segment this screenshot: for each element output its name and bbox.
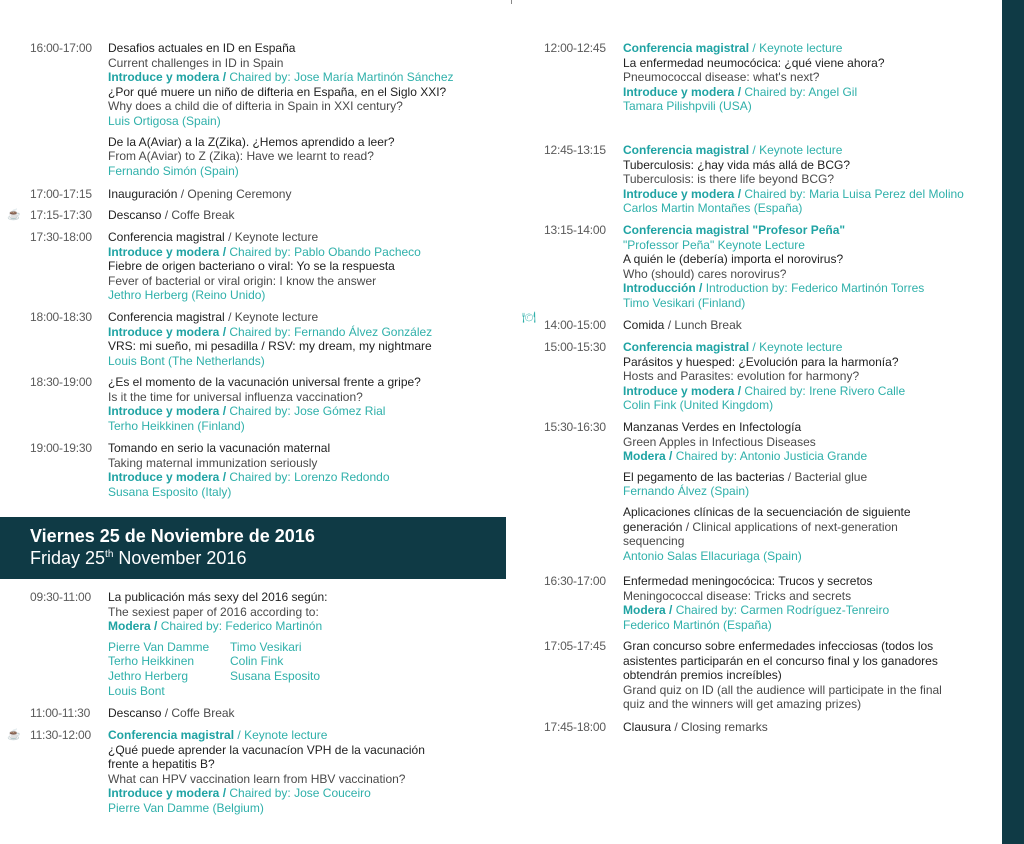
talk-title: Gran concurso sobre enfermedades infecciosas (todos los	[623, 639, 934, 653]
session-title: Conferencia magistral / Keynote lecture	[108, 230, 319, 244]
talk-title: Fiebre de origen bacteriano o viral: Yo se la respuesta	[108, 259, 395, 274]
chair-line: Modera / Chaired by: Antonio Justicia Grande	[623, 449, 868, 464]
speaker: Carlos Martin Montañes (España)	[623, 201, 803, 216]
talk-title: Aplicaciones clínicas de la secuenciación de siguiente	[623, 504, 911, 519]
session-time: 12:45-13:15	[544, 143, 606, 157]
talk-title: De la A(Aviar) a la Z(Zika). ¿Hemos aprendido a leer?	[108, 134, 395, 149]
talk-title: ¿Qué puede aprender la vacunacíon VPH de la vacunación	[108, 742, 425, 757]
talk-title: El pegamento de las bacterias / Bacterial glue	[623, 469, 868, 484]
session-title: Conferencia magistral / Keynote lecture	[108, 310, 319, 324]
talk-title-en: Is it the time for universal influenza vaccination?	[108, 389, 363, 404]
session-time: 11:00-11:30	[30, 706, 91, 720]
talk-title-en: What can HPV vaccination learn from HBV vaccination?	[108, 771, 406, 786]
speaker: Pierre Van Damme (Belgium)	[108, 800, 264, 815]
session-title: Conferencia magistral / Keynote lecture	[623, 41, 843, 55]
speaker: Tamara Pilishpvili (USA)	[623, 99, 752, 114]
session-time: 14:00-15:00	[544, 318, 606, 332]
session-title: Conferencia magistral "Profesor Peña"	[623, 223, 846, 237]
talk-title: A quién le (debería) importa el norovirus?	[623, 252, 844, 267]
talk-title-en: Meningococcal disease: Tricks and secrets	[623, 588, 852, 603]
talk-title: La enfermedad neumocócica: ¿qué viene ahora?	[623, 55, 885, 70]
session-title: Conferencia magistral / Keynote lecture	[623, 340, 843, 354]
session-title: Desafios actuales en ID en España	[108, 41, 296, 55]
speaker: Jethro Herberg (Reino Unido)	[108, 288, 266, 303]
session-title: Descanso / Coffe Break	[108, 706, 235, 720]
panel-grid	[108, 640, 500, 698]
session-title: Conferencia magistral / Keynote lecture	[623, 143, 843, 157]
talk-title-en: Why does a child die of difteria in Spain in XXI century?	[108, 99, 403, 114]
session-title: Inauguración / Opening Ceremony	[108, 187, 292, 201]
talk-title: frente a hepatitis B?	[108, 757, 215, 772]
coffee-cup-icon: ☕	[7, 209, 21, 221]
chair-line: Introducción / Introduction by: Federico Martinón Torres	[623, 281, 925, 296]
talk-title: ¿Por qué muere un niño de difteria en España, en el Siglo XXI?	[108, 84, 447, 99]
talk-title: Parásitos y huesped: ¿Evolución para la harmonía?	[623, 354, 899, 369]
panelist: Jethro Herberg	[108, 668, 189, 683]
panelist: Timo Vesikari	[230, 639, 302, 654]
speaker: Luis Ortigosa (Spain)	[108, 113, 221, 128]
panelist: Terho Heikkinen	[108, 654, 195, 669]
session-title: Conferencia magistral / Keynote lecture	[108, 728, 328, 742]
session-title: Comida / Lunch Break	[623, 318, 742, 332]
session-title: Descanso / Coffe Break	[108, 208, 235, 222]
talk-title: Tomando en serio la vacunación maternal	[108, 441, 331, 455]
session-title-en: Current challenges in ID in Spain	[108, 55, 284, 70]
session-time: 15:00-15:30	[544, 340, 606, 354]
speaker: Susana Esposito (Italy)	[108, 484, 232, 499]
talk-title-en: Hosts and Parasites: evolution for harmony?	[623, 369, 860, 384]
talk-title: Manzanas Verdes en Infectología	[623, 420, 802, 434]
cutlery-icon: 🍽	[522, 312, 536, 324]
speaker: Louis Bont (The Netherlands)	[108, 353, 265, 368]
talk-title: Enfermedad meningocócica: Trucos y secretos	[623, 574, 873, 588]
chair-line: Introduce y modera / Chaired by: Jose Gómez Rial	[108, 404, 386, 419]
session-time: 12:00-12:45	[544, 41, 606, 55]
session-time: 17:00-17:15	[30, 187, 92, 201]
session-time: 17:05-17:45	[544, 639, 606, 653]
session-time: 15:30-16:30	[544, 420, 606, 434]
chair-line: Introduce y modera / Chaired by: Maria Luisa Perez del Molino	[623, 186, 964, 201]
day-banner	[0, 517, 506, 579]
talk-title: generación / Clinical applications of next-generation	[623, 519, 898, 534]
speaker: Colin Fink (United Kingdom)	[623, 398, 774, 413]
session-time: 11:30-12:00	[30, 728, 91, 742]
right-edge-bar	[1002, 0, 1024, 844]
fold-mark	[511, 0, 512, 4]
talk-title-en: Green Apples in Infectious Diseases	[623, 434, 816, 449]
speaker: Fernando Simón (Spain)	[108, 163, 239, 178]
talk-title-en: From A(Aviar) to Z (Zika): Have we learnt to read?	[108, 149, 374, 164]
speaker: Timo Vesikari (Finland)	[623, 295, 746, 310]
session-time: 18:30-19:00	[30, 375, 92, 389]
session-title-en: "Professor Peña" Keynote Lecture	[623, 237, 805, 252]
talk-title: Tuberculosis: ¿hay vida más allá de BCG?	[623, 157, 850, 172]
chair-line: Introduce y modera / Chaired by: Jose Couceiro	[108, 786, 371, 801]
speaker: Fernando Álvez (Spain)	[623, 484, 750, 499]
chair-line: Introduce y modera / Chaired by: Angel Gil	[623, 84, 858, 99]
panelist: Pierre Van Damme	[108, 639, 210, 654]
talk-title: obtendrán premios increíbles)	[623, 668, 782, 683]
talk-title: La publicación más sexy del 2016 según:	[108, 590, 328, 604]
talk-title-en: Fever of bacterial or viral origin: I know the answer	[108, 273, 377, 288]
talk-title-en: Tuberculosis: is there life beyond BCG?	[623, 172, 834, 187]
talk-title-en: sequencing	[623, 534, 685, 549]
session-time: 16:00-17:00	[30, 41, 92, 55]
talk-title: VRS: mi sueño, mi pesadilla / RSV: my dream, my nightmare	[108, 339, 432, 354]
chair-line: Introduce y modera / Chaired by: Lorenzo Redondo	[108, 470, 390, 485]
chair-line: Introduce y modera / Chaired by: Fernando Álvez González	[108, 324, 433, 339]
panelist: Louis Bont	[108, 683, 165, 698]
panelist: Susana Esposito	[230, 668, 321, 683]
chair-line: Modera / Chaired by: Carmen Rodríguez-Tenreiro	[623, 603, 890, 618]
talk-title-en: Grand quiz on ID (all the audience will participate in the final	[623, 682, 942, 697]
speaker: Federico Martinón (España)	[623, 617, 772, 632]
session-time: 19:00-19:30	[30, 441, 92, 455]
coffee-cup-icon: ☕	[7, 729, 21, 741]
panelist: Colin Fink	[230, 654, 284, 669]
chair-line: Introduce y modera / Chaired by: Irene Rivero Calle	[623, 383, 906, 398]
chair-line: Modera / Chaired by: Federico Martinón	[108, 619, 323, 634]
session-title: Clausura / Closing remarks	[623, 720, 768, 734]
session-time: 18:00-18:30	[30, 310, 92, 324]
talk-title: asistentes participarán en el concurso final y los ganadores	[623, 653, 938, 668]
speaker: Terho Heikkinen (Finland)	[108, 418, 245, 433]
chair-line: Introduce y modera / Chaired by: Jose María Martinón Sánchez	[108, 70, 454, 85]
session-time: 09:30-11:00	[30, 590, 91, 604]
session-time: 16:30-17:00	[544, 574, 606, 588]
talk-title: ¿Es el momento de la vacunación universal frente a gripe?	[108, 375, 421, 389]
session-time: 17:45-18:00	[544, 720, 606, 734]
session-time: 13:15-14:00	[544, 223, 606, 237]
day-title-en: Friday 25th November 2016	[30, 548, 247, 568]
talk-title-en: quiz and the winners will get amazing prizes)	[623, 697, 862, 712]
talk-title-en: Who (should) cares norovirus?	[623, 266, 787, 281]
chair-line: Introduce y modera / Chaired by: Pablo Obando Pacheco	[108, 244, 421, 259]
talk-title-en: Pneumococcal disease: what's next?	[623, 70, 820, 85]
session-time: 17:15-17:30	[30, 208, 92, 222]
day-title-es: Viernes 25 de Noviembre de 2016	[30, 526, 315, 546]
talk-title-en: Taking maternal immunization seriously	[108, 455, 318, 470]
speaker: Antonio Salas Ellacuriaga (Spain)	[623, 548, 802, 563]
talk-title-en: The sexiest paper of 2016 according to:	[108, 604, 319, 619]
session-time: 17:30-18:00	[30, 230, 92, 244]
